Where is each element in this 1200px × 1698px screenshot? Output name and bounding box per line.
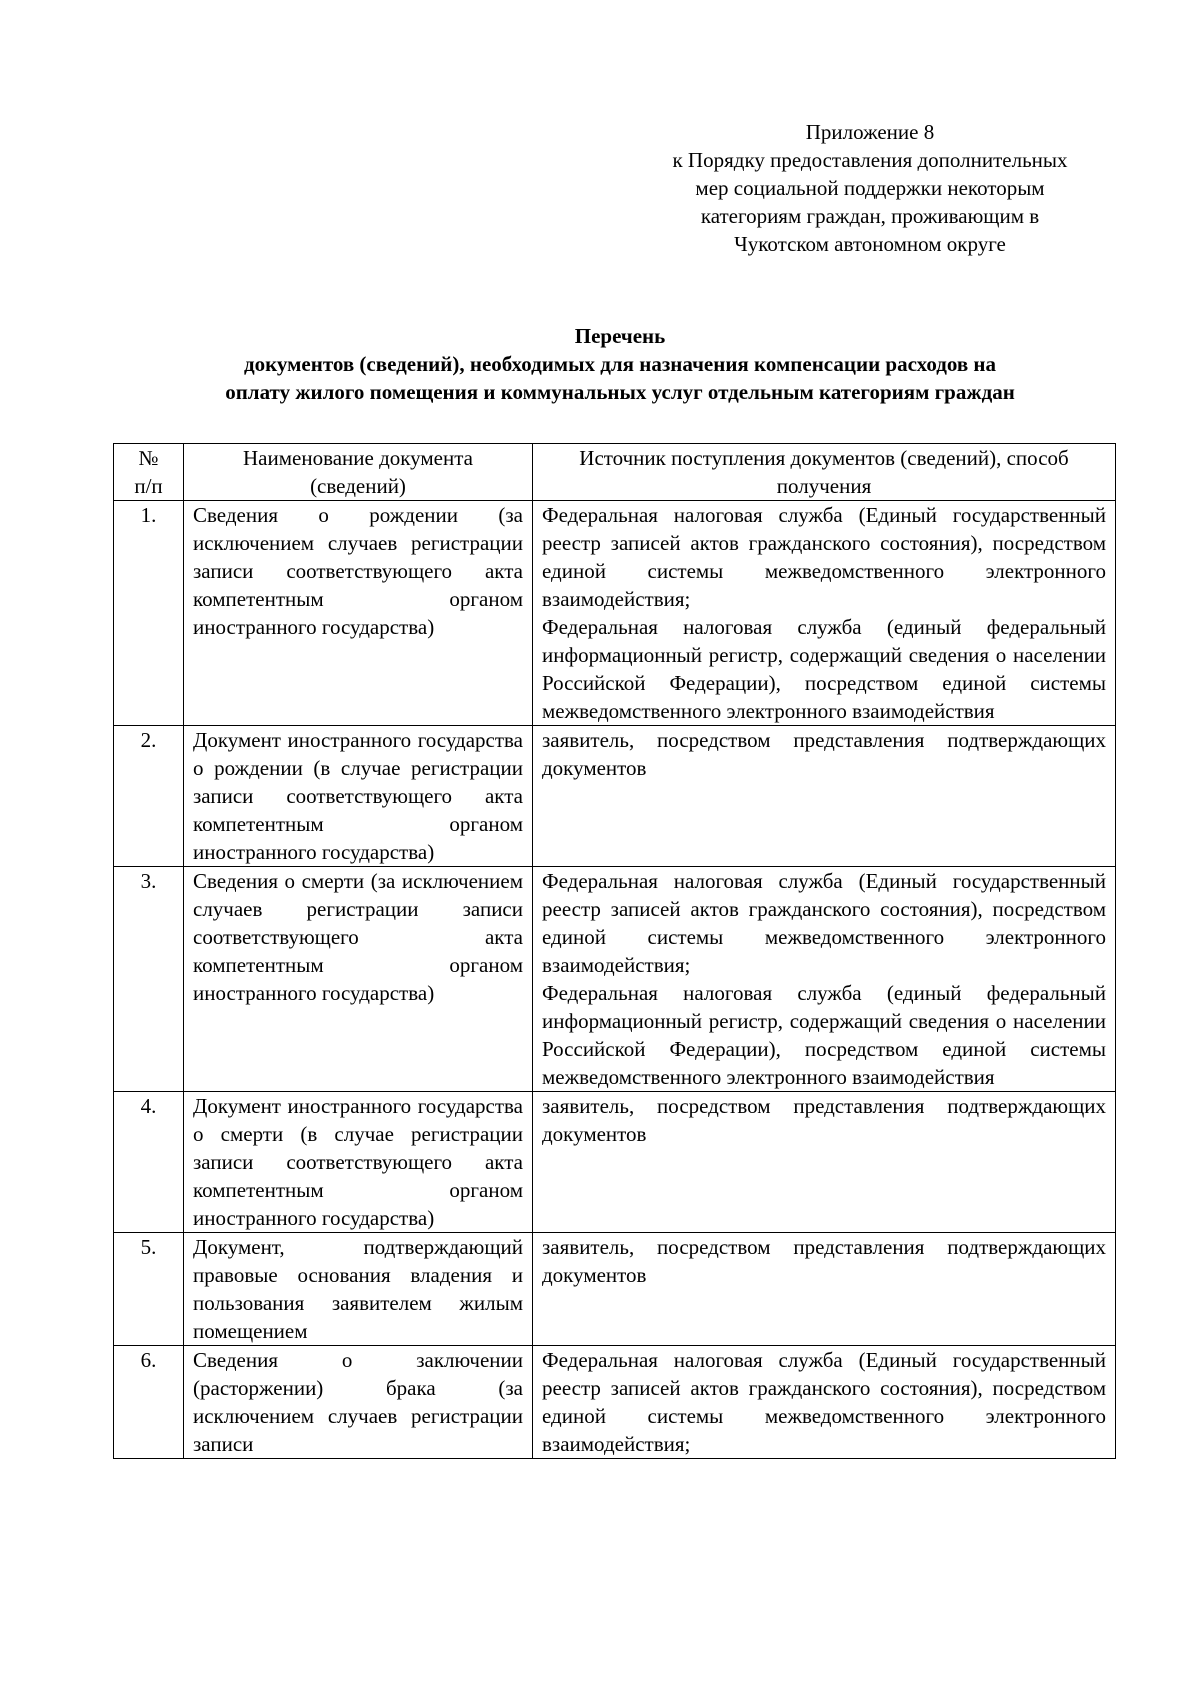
appendix-line: мер социальной поддержки некоторым xyxy=(695,176,1045,200)
row-number: 6. xyxy=(114,1346,184,1459)
row-document-name: Сведения о заключении (расторжении) брака (за исключением случаев регистрации записи xyxy=(184,1346,533,1459)
row-number: 3. xyxy=(114,867,184,1092)
row-document-name: Сведения о смерти (за исключением случаев регистрации записи соответствующего акта компетентным органом иностранного государства) xyxy=(184,867,533,1092)
source-paragraph: Федеральная налоговая служба (Единый государственный реестр записей актов гражданского состояния), посредством единой системы межведомственного электронного взаимодействия; xyxy=(542,869,1106,977)
source-paragraph: Федеральная налоговая служба (единый федеральный информационный регистр, содержащий сведения о населении Российской Федерации), посредством единой системы межведомственного электронного взаимодействия xyxy=(542,615,1106,723)
row-source xyxy=(533,1346,1116,1459)
row-number: 1. xyxy=(114,501,184,726)
table-row xyxy=(114,501,1116,726)
row-source xyxy=(533,1092,1116,1233)
table-row xyxy=(114,867,1116,1092)
row-number: 2. xyxy=(114,726,184,867)
header-number-line: № xyxy=(138,446,159,470)
row-source xyxy=(533,501,1116,726)
heading-subtitle-line: документов (сведений), необходимых для назначения компенсации расходов на xyxy=(243,352,997,376)
heading-title: Перечень xyxy=(574,324,666,348)
row-source xyxy=(533,1233,1116,1346)
appendix-line: Приложение 8 xyxy=(805,120,935,144)
row-source xyxy=(533,726,1116,867)
table-header-row xyxy=(114,444,1116,501)
table-row xyxy=(114,1233,1116,1346)
header-number xyxy=(114,444,184,501)
source-paragraph: Федеральная налоговая служба (Единый государственный реестр записей актов гражданского состояния), посредством единой системы межведомственного электронного взаимодействия; xyxy=(542,1348,1106,1456)
source-paragraph: заявитель, посредством представления подтверждающих документов xyxy=(542,1094,1106,1146)
row-document-name: Сведения о рождении (за исключением случаев регистрации записи соответствующего акта компетентным органом иностранного государства) xyxy=(184,501,533,726)
source-paragraph: Федеральная налоговая служба (Единый государственный реестр записей актов гражданского состояния), посредством единой системы межведомственного электронного взаимодействия; xyxy=(542,503,1106,611)
documents-table xyxy=(113,443,1116,1459)
table-row xyxy=(114,1346,1116,1459)
heading-subtitle-line: оплату жилого помещения и коммунальных услуг отдельным категориям граждан xyxy=(225,380,1015,404)
header-source: Источник поступления документов (сведений), способ получения xyxy=(533,444,1116,501)
row-number: 4. xyxy=(114,1092,184,1233)
source-paragraph: заявитель, посредством представления подтверждающих документов xyxy=(542,1235,1106,1287)
appendix-block xyxy=(620,118,1120,258)
header-number-line: п/п xyxy=(134,474,163,498)
source-paragraph: Федеральная налоговая служба (единый федеральный информационный регистр, содержащий сведения о населении Российской Федерации), посредством единой системы межведомственного электронного взаимодействия xyxy=(542,981,1106,1089)
appendix-line: к Порядку предоставления дополнительных xyxy=(672,148,1068,172)
appendix-line: категориям граждан, проживающим в xyxy=(700,204,1040,228)
document-heading xyxy=(120,322,1120,406)
row-document-name: Документ иностранного государства о смерти (в случае регистрации записи соответствующего акта компетентным органом иностранного государства) xyxy=(184,1092,533,1233)
source-paragraph: заявитель, посредством представления подтверждающих документов xyxy=(542,728,1106,780)
table-row xyxy=(114,726,1116,867)
row-source xyxy=(533,867,1116,1092)
table-row xyxy=(114,1092,1116,1233)
row-number: 5. xyxy=(114,1233,184,1346)
header-document-name: Наименование документа (сведений) xyxy=(184,444,533,501)
appendix-line: Чукотском автономном округе xyxy=(734,232,1006,256)
row-document-name: Документ, подтверждающий правовые основания владения и пользования заявителем жилым помещением xyxy=(184,1233,533,1346)
row-document-name: Документ иностранного государства о рождении (в случае регистрации записи соответствующего акта компетентным органом иностранного государства) xyxy=(184,726,533,867)
